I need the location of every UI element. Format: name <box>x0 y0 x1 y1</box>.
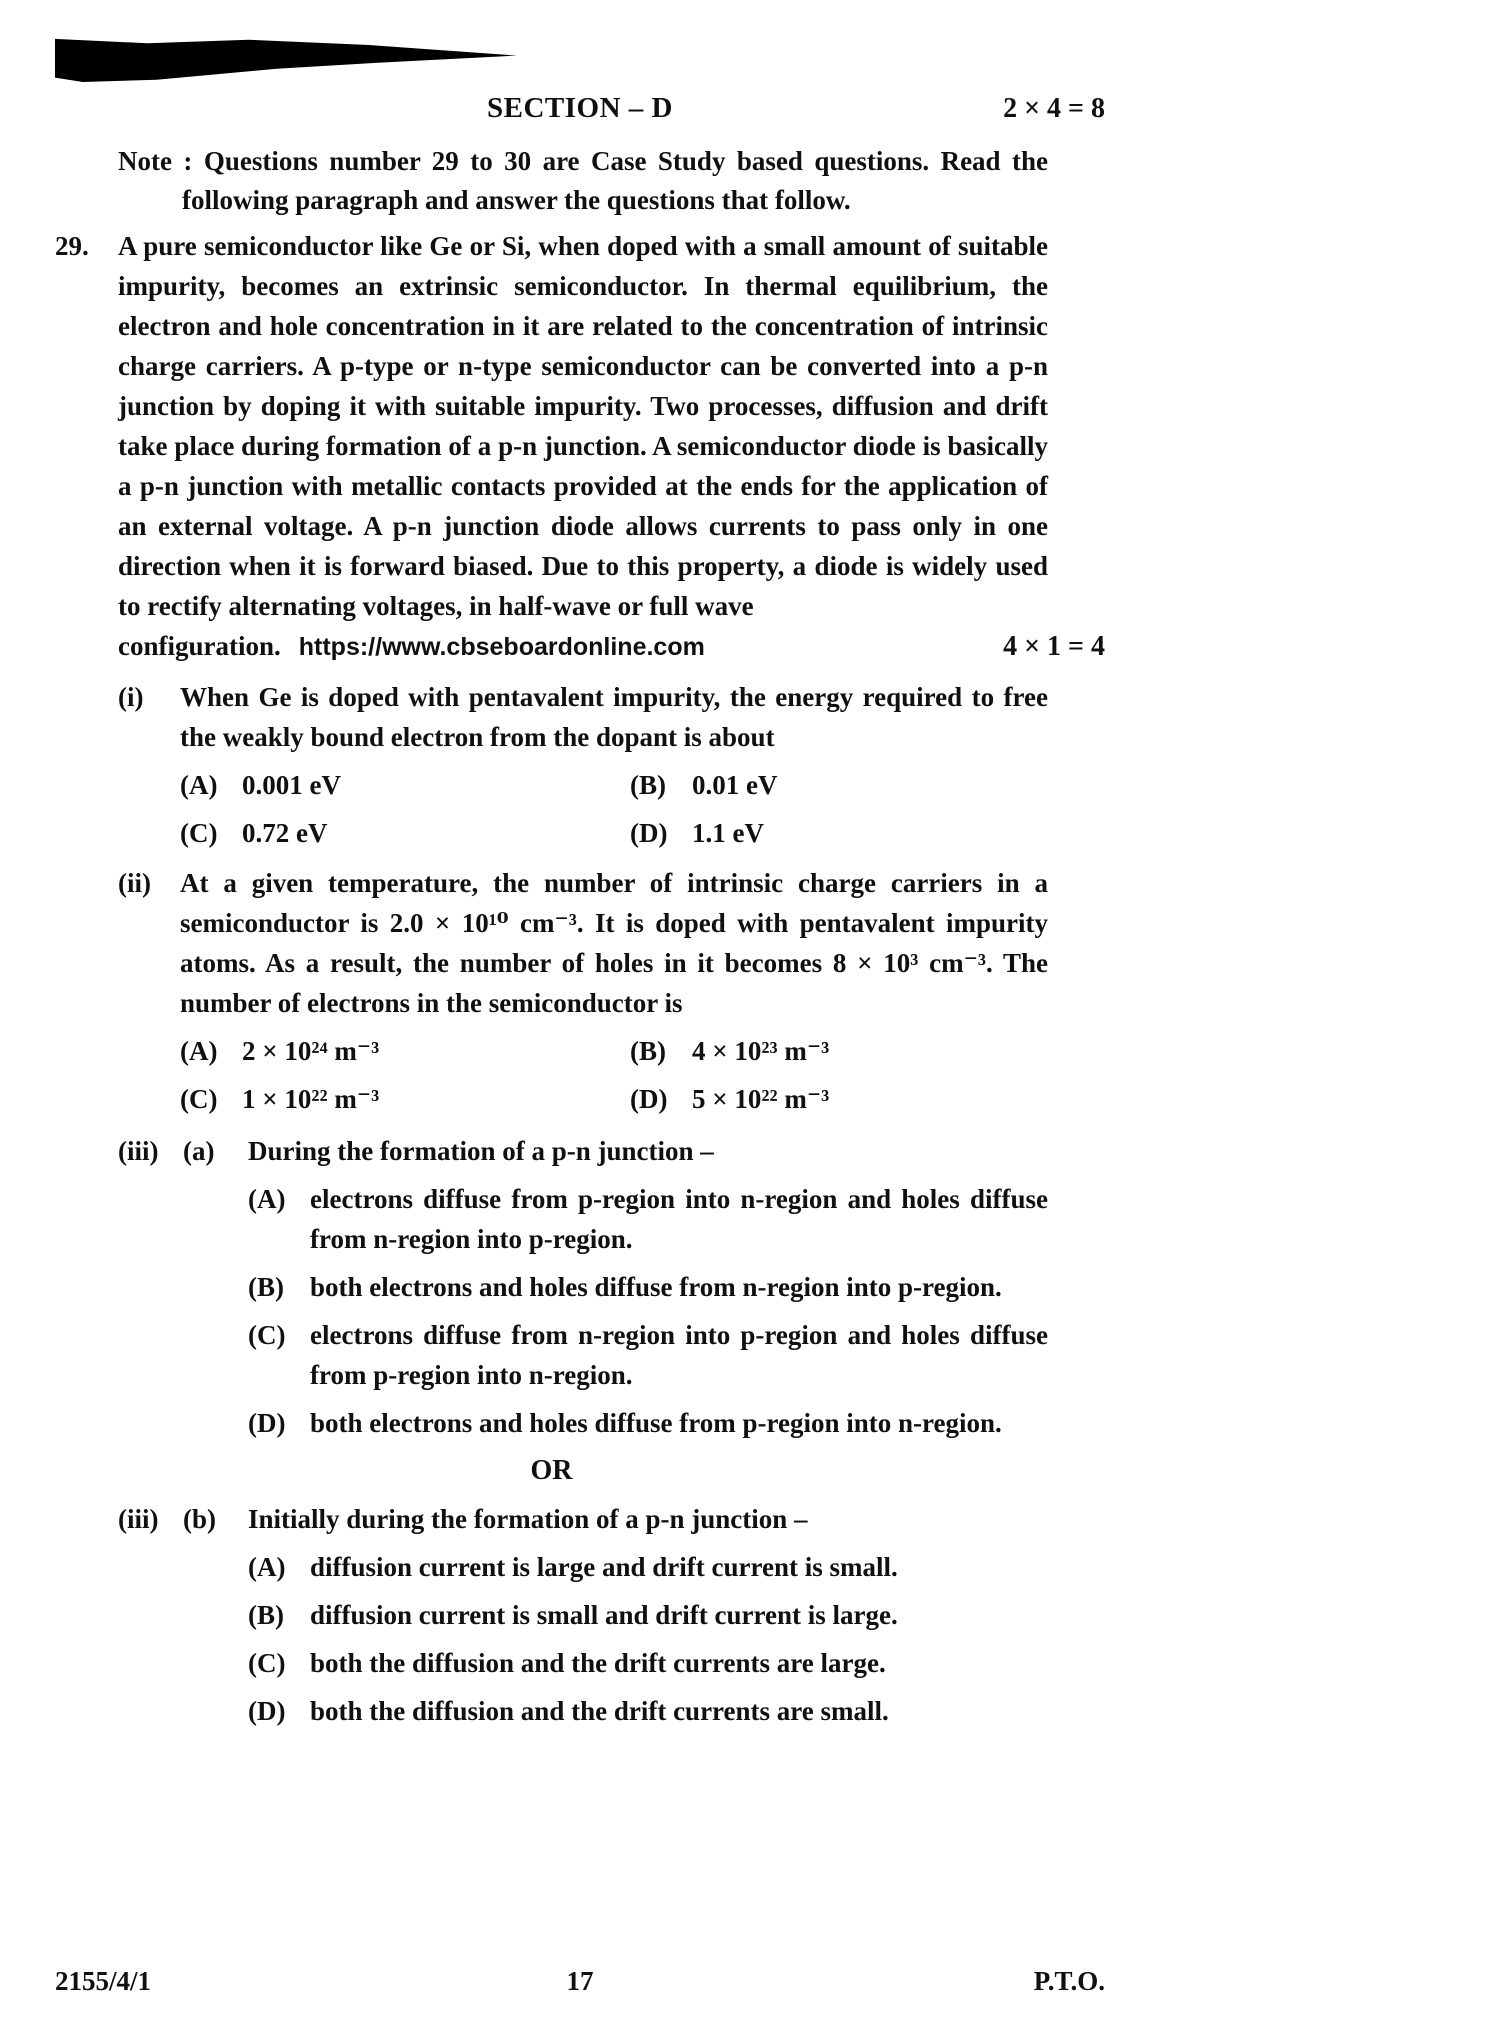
option-row <box>248 1403 1048 1443</box>
option-text: both the diffusion and the drift currents are small. <box>310 1696 889 1726</box>
option-text: diffusion current is small and drift current is large. <box>310 1600 898 1630</box>
option-label: (D) <box>248 1408 286 1438</box>
option-row <box>248 1595 1048 1635</box>
option-row <box>248 1179 1048 1259</box>
footer-pto: P.T.O. <box>1033 1966 1105 1996</box>
option-label: (C) <box>180 1084 218 1114</box>
option-row <box>248 1547 1048 1587</box>
subquestion-iii-b-sublabel: (b) <box>183 1504 216 1534</box>
question-number: 29. <box>55 231 89 261</box>
option-value: 0.72 eV <box>242 818 328 848</box>
footer-page-number: 17 <box>566 1966 594 1996</box>
subquestion-iii-label: (iii) <box>118 1136 159 1166</box>
option-label: (D) <box>248 1696 286 1726</box>
question-marks: 4 × 1 = 4 <box>1003 631 1105 662</box>
option-text: both the diffusion and the drift currents are large. <box>310 1648 886 1678</box>
option-label: (A) <box>248 1184 286 1214</box>
subquestion-iii-a-sublabel: (a) <box>183 1136 215 1166</box>
option-row <box>180 1031 630 1071</box>
options-grid-i <box>180 765 1048 853</box>
option-value: 0.01 eV <box>692 770 778 800</box>
subquestion-iii-b <box>118 1499 1048 1539</box>
watermark-url: https://www.cbseboardonline.com <box>298 633 705 661</box>
option-text: both electrons and holes diffuse from p-region into n-region. <box>310 1408 1002 1438</box>
option-label: (B) <box>630 770 666 800</box>
option-text: electrons diffuse from n-region into p-region and holes diffuse from p-region into n-region. <box>310 1320 1048 1390</box>
paragraph-tail <box>118 626 705 667</box>
question-paragraph: A pure semiconductor like Ge or Si, when doped with a small amount of suitable impurity, becomes an extrinsic semiconductor. In thermal equilibrium, the electron and hole concentration in it are related to the concentration of intrinsic charge carriers. A p-type or n-type semiconductor can be converted into a p-n junction by doping it with suitable impurity. Two processes, diffusion and drift take place during formation of a p-n junction. A semiconductor diode is basically a p-n junction with metallic contacts provided at the ends for the application of an external voltage. A p-n junction diode allows currents to pass only in one direction when it is forward biased. Due to this property, a diode is widely used to rectify alternating voltages, in half-wave or full wave <box>118 231 1048 621</box>
option-label: (A) <box>180 1036 218 1066</box>
option-row <box>180 765 630 805</box>
option-row <box>630 813 1048 853</box>
subquestion-ii-text: At a given temperature, the number of intrinsic charge carriers in a semiconductor is 2.0 × 10¹⁰ cm⁻³. It is doped with pentavalent impurity atoms. As a result, the number of holes in it becomes 8 × 10³ cm⁻³. The number of electrons in the semiconductor is <box>180 868 1048 1018</box>
option-row <box>180 1079 630 1119</box>
option-text: diffusion current is large and drift current is small. <box>310 1552 898 1582</box>
option-row <box>630 765 1048 805</box>
subquestion-ii-label: (ii) <box>118 868 151 898</box>
option-value: 1 × 10²² m⁻³ <box>242 1084 380 1114</box>
option-label: (A) <box>180 770 218 800</box>
subquestion-iii-b-text: Initially during the formation of a p-n junction – <box>248 1504 808 1534</box>
option-label: (B) <box>630 1036 666 1066</box>
note-text: Note : Questions number 29 to 30 are Case Study based questions. Read the following paragraph and answer the questions that follow. <box>118 146 1048 215</box>
option-label: (B) <box>248 1600 284 1630</box>
or-separator: OR <box>530 1455 573 1486</box>
option-value: 2 × 10²⁴ m⁻³ <box>242 1036 380 1066</box>
option-row <box>248 1315 1048 1395</box>
page-content <box>55 38 1105 1996</box>
subquestion-iii-a-text: During the formation of a p-n junction – <box>248 1136 714 1166</box>
subquestion-iii-label: (iii) <box>118 1504 159 1534</box>
option-text: both electrons and holes diffuse from n-region into p-region. <box>310 1272 1002 1302</box>
option-text: electrons diffuse from p-region into n-region and holes diffuse from n-region into p-region. <box>310 1184 1048 1254</box>
option-value: 4 × 10²³ m⁻³ <box>692 1036 830 1066</box>
option-label: (C) <box>180 818 218 848</box>
footer-paper-code: 2155/4/1 <box>55 1966 152 1996</box>
options-grid-ii <box>180 1031 1048 1119</box>
subquestion-i-label: (i) <box>118 682 144 712</box>
option-row <box>248 1691 1048 1731</box>
subquestion-i <box>118 677 1048 757</box>
paragraph-end-word: configuration. <box>118 631 281 661</box>
option-row <box>630 1079 1048 1119</box>
option-label: (D) <box>630 1084 668 1114</box>
option-value: 0.001 eV <box>242 770 341 800</box>
question-29 <box>55 226 1048 626</box>
option-label: (C) <box>248 1320 286 1350</box>
subquestion-ii <box>118 863 1048 1023</box>
section-marks: 2 × 4 = 8 <box>1003 93 1105 124</box>
option-row <box>630 1031 1048 1071</box>
subquestion-iii-a <box>118 1131 1048 1171</box>
option-value: 5 × 10²² m⁻³ <box>692 1084 830 1114</box>
option-row <box>180 813 630 853</box>
option-row <box>248 1267 1048 1307</box>
page-footer <box>55 1966 1105 2006</box>
option-row <box>248 1643 1048 1683</box>
option-label: (A) <box>248 1552 286 1582</box>
redaction-mark <box>55 38 517 82</box>
option-label: (B) <box>248 1272 284 1302</box>
option-label: (C) <box>248 1648 286 1678</box>
paragraph-tail-row <box>118 626 1105 667</box>
option-value: 1.1 eV <box>692 818 764 848</box>
option-label: (D) <box>630 818 668 848</box>
subquestion-i-text: When Ge is doped with pentavalent impurity, the energy required to free the weakly bound electron from the dopant is about <box>180 682 1048 752</box>
section-title: SECTION – D <box>487 92 673 124</box>
section-header <box>55 92 1105 134</box>
